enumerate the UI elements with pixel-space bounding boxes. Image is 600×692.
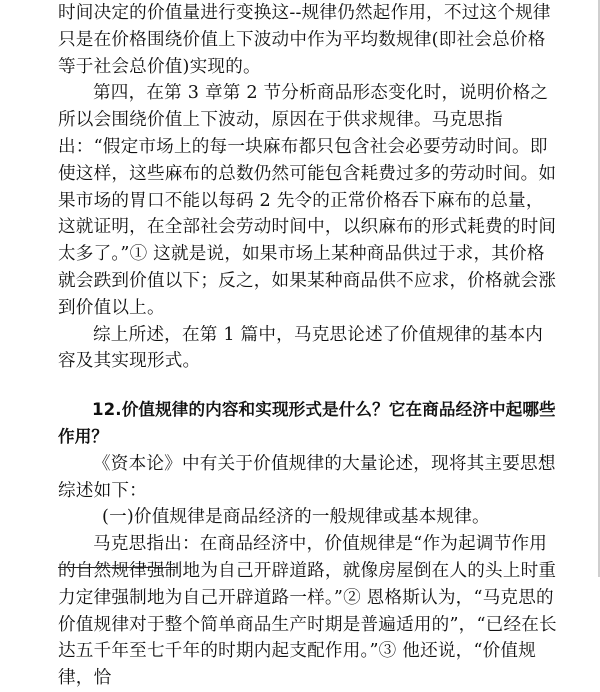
footnote-rule <box>58 567 178 568</box>
section-heading: 12.价值规律的内容和实现形式是什么？它在商品经济中起哪些作用？ <box>58 400 556 446</box>
document-page <box>58 0 558 692</box>
paragraph-4: 《资本论》中有关于价值规律的大量论述，现将其主要思想综述如下： <box>58 453 556 501</box>
paragraph-1: 时间决定的价值量进行变换这--规律仍然起作用，不过这个规律只是在价格围绕价值上下波动中作为平均数规律(即社会总价格等于社会总价值)实现的。 <box>58 3 551 77</box>
paragraph-6: 马克思指出：在商品经济中，价值规律是“作为起调节作用的自然规律强制地为自己开辟道路，就像房屋倒在人的头上时重力定律强制地为自己开辟道路一样。”② 恩格斯认为，“马克思的价值规律对于整个简单商品生产时期是普遍适用的”，“已经在长达五千年至七千年的时期内起支配作用。”③ 他还说，“价值规律，恰 <box>58 534 557 689</box>
paragraph-3: 综上所述，在第 1 篇中，马克思论述了价值规律的基本内容及其实现形式。 <box>58 324 544 372</box>
paragraph-2: 第四，在第 3 章第 2 节分析商品形态变化时，说明价格之所以会围绕价值上下波动，原因在于供求规律。马克思指出：“假定市场上的每一块麻布都只包含社会必要劳动时间。即使这样，这些麻布的总数仍然可能包含耗费过多的劳动时间。如果市场的胃口不能以每码 2 先令的正常价格吞下麻布的总量，这就证明，在全部社会劳动时间中，以织麻布的形式耗费的时间太多了。”① 这就是说，如果市场上某种商品供过于求，其价格就会跌到价值以下；反之，如果某种商品供不应求，价格就会涨到价值以上。 <box>58 83 557 318</box>
paragraph-5: (一)价值规律是商品经济的一般规律或基本规律。 <box>102 507 490 528</box>
